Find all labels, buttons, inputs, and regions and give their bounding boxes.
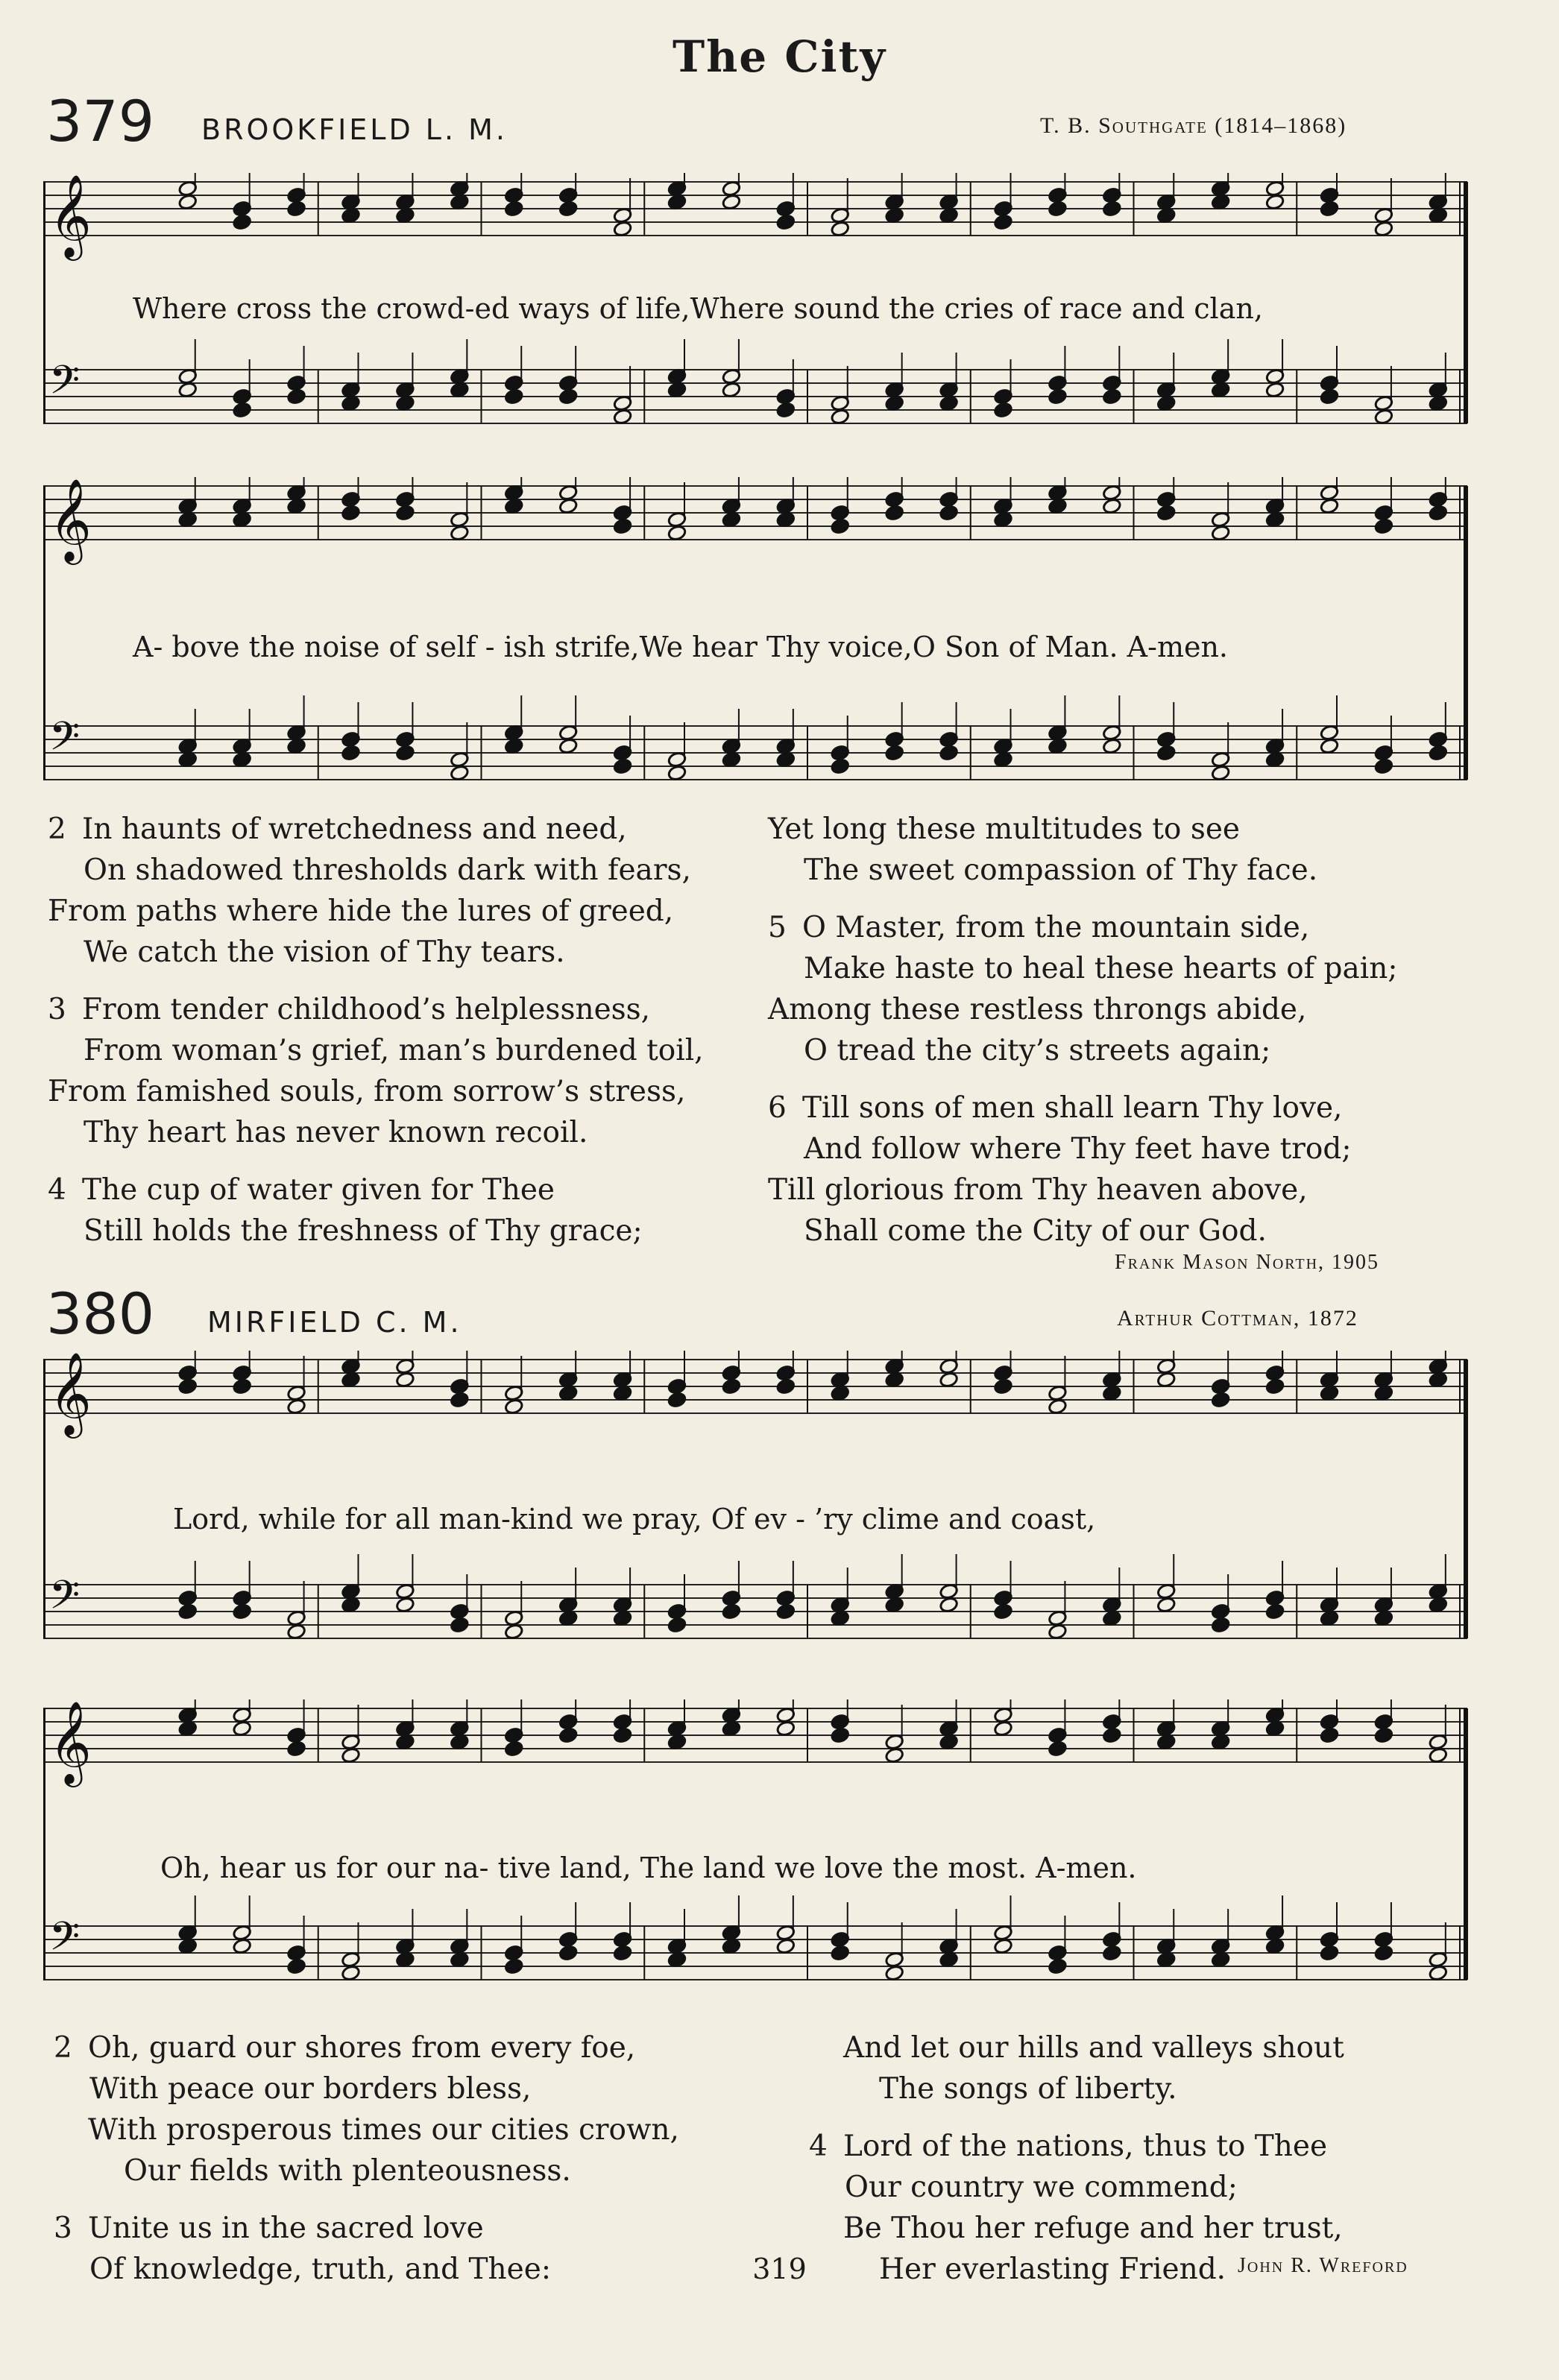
notehead xyxy=(1265,382,1285,399)
notehead xyxy=(233,214,252,231)
notehead xyxy=(287,738,306,755)
notehead xyxy=(1265,194,1285,211)
notehead xyxy=(885,395,904,412)
treble-clef-icon: 𝄞 xyxy=(49,1700,92,1784)
stanza: 4 The cup of water given for Thee Still holds the freshness of Thy grace; xyxy=(48,1173,643,1248)
notehead xyxy=(1265,751,1285,768)
notehead xyxy=(613,1945,632,1962)
lyric-line: Where cross the crowd-ed ways of life,Where sound the cries of race and clan, xyxy=(133,292,1263,325)
notehead xyxy=(667,382,687,399)
notehead xyxy=(1156,1372,1176,1389)
notehead xyxy=(1429,395,1448,412)
notehead xyxy=(1211,194,1230,211)
notehead xyxy=(831,1727,850,1744)
notehead xyxy=(667,194,687,211)
notehead xyxy=(776,1603,796,1620)
lyric-line: A- bove the noise of self - ish strife,We hear Thy voice,O Son of Man. A-men. xyxy=(133,631,1229,663)
notehead xyxy=(831,1385,850,1402)
notehead xyxy=(395,1372,415,1389)
notehead xyxy=(287,498,306,515)
notehead xyxy=(1102,738,1121,755)
notehead xyxy=(1374,1610,1393,1627)
treble-clef-icon: 𝄞 xyxy=(49,1351,92,1435)
notehead xyxy=(667,765,687,782)
notehead xyxy=(504,1740,523,1758)
notehead xyxy=(287,1398,306,1415)
notehead xyxy=(558,1385,578,1402)
notehead xyxy=(178,751,198,768)
notehead xyxy=(939,395,959,412)
notehead xyxy=(233,402,252,419)
notehead xyxy=(341,1747,360,1764)
stanza: 3 Unite us in the sacred love Of knowledge, truth, and Thee: xyxy=(54,2212,551,2286)
notehead xyxy=(504,1398,523,1415)
notehead xyxy=(885,745,904,762)
lyric-line: Oh, hear us for our na- tive land, The land we love the most. A-men. xyxy=(160,1852,1137,1884)
notehead xyxy=(1102,1385,1121,1402)
notehead xyxy=(178,511,198,528)
notehead xyxy=(558,498,578,515)
notehead xyxy=(504,1623,523,1641)
notehead xyxy=(831,1945,850,1962)
notehead xyxy=(341,1372,360,1389)
notehead xyxy=(722,1603,741,1620)
notehead xyxy=(233,751,252,768)
notehead xyxy=(613,1385,632,1402)
notehead xyxy=(1102,498,1121,515)
notehead xyxy=(613,518,632,535)
notehead xyxy=(993,511,1012,528)
notehead xyxy=(831,408,850,426)
notehead xyxy=(178,1720,198,1737)
notehead xyxy=(939,207,959,224)
notehead xyxy=(1429,1965,1448,1982)
notehead xyxy=(667,1734,687,1751)
stanza: 4 Lord of the nations, thus to Thee Our country we commend; Be Thou her refuge and her trust, Her everlasting Friend. xyxy=(809,2130,1343,2286)
notehead xyxy=(233,1378,252,1395)
notehead xyxy=(667,1617,687,1634)
bass-clef-icon: 𝄢 xyxy=(49,358,81,413)
notehead xyxy=(504,201,523,218)
notehead xyxy=(504,1958,523,1975)
notehead xyxy=(1211,382,1230,399)
notehead xyxy=(885,505,904,522)
notehead xyxy=(939,505,959,522)
notehead xyxy=(395,207,415,224)
notehead xyxy=(1320,1727,1339,1744)
section-title: The City xyxy=(672,31,887,82)
notehead xyxy=(722,194,741,211)
notehead xyxy=(885,1965,904,1982)
notehead xyxy=(776,1378,796,1395)
notehead xyxy=(667,1951,687,1969)
notehead xyxy=(1320,388,1339,405)
notehead xyxy=(1102,1610,1121,1627)
notehead xyxy=(558,388,578,405)
notehead xyxy=(1156,207,1176,224)
notehead xyxy=(1211,765,1230,782)
notehead xyxy=(233,1603,252,1620)
page-number: 319 xyxy=(752,2253,807,2285)
notehead xyxy=(939,1372,959,1389)
notehead xyxy=(450,1617,469,1634)
tune-name: MIRFIELD C. M. xyxy=(207,1306,462,1339)
notehead xyxy=(939,1597,959,1614)
notehead xyxy=(722,751,741,768)
notehead xyxy=(776,214,796,231)
notehead xyxy=(993,1378,1012,1395)
notehead xyxy=(1211,525,1230,542)
composer-credit: Arthur Cottman, 1872 xyxy=(1117,1306,1358,1331)
notehead xyxy=(885,1747,904,1764)
notehead xyxy=(613,1610,632,1627)
notehead xyxy=(287,388,306,405)
notehead xyxy=(831,221,850,238)
notehead xyxy=(1102,388,1121,405)
notehead xyxy=(504,738,523,755)
notehead xyxy=(776,402,796,419)
notehead xyxy=(885,207,904,224)
notehead xyxy=(450,382,469,399)
notehead xyxy=(287,1740,306,1758)
notehead xyxy=(722,382,741,399)
bass-clef-icon: 𝄢 xyxy=(49,1573,81,1628)
notehead xyxy=(1320,201,1339,218)
stanza: 2 Oh, guard our shores from every foe, With peace our borders bless, With prosperous times our cities crown, Our fields with plenteousness. xyxy=(54,2031,679,2188)
notehead xyxy=(558,1610,578,1627)
notehead xyxy=(993,751,1012,768)
stanza: 6 Till sons of men shall learn Thy love, And follow where Thy feet have trod; Till glorious from Thy heaven above, Shall come the City of our God. xyxy=(768,1091,1352,1248)
notehead xyxy=(178,1938,198,1955)
notehead xyxy=(1265,1378,1285,1395)
notehead xyxy=(1102,201,1121,218)
notehead xyxy=(558,738,578,755)
bass-clef-icon: 𝄢 xyxy=(49,1914,81,1969)
notehead xyxy=(1048,498,1067,515)
notehead xyxy=(1048,1623,1067,1641)
stanza: 2 In haunts of wretchedness and need, On shadowed thresholds dark with fears, From paths where hide the lures of greed, We catch the vision of Thy tears. xyxy=(48,812,691,969)
hymn-number: 379 xyxy=(46,88,155,154)
notehead xyxy=(1374,758,1393,775)
stanza: 5 O Master, from the mountain side, Make haste to heal these hearts of pain; Among these restless throngs abide, O tread the city’s streets again; xyxy=(768,911,1398,1067)
notehead xyxy=(1265,1720,1285,1737)
notehead xyxy=(395,745,415,762)
notehead xyxy=(178,382,198,399)
notehead xyxy=(1156,1597,1176,1614)
notehead xyxy=(1156,745,1176,762)
stanza: 3 From tender childhood’s helplessness, From woman’s grief, man’s burdened toil, From famished souls, from sorrow’s stress, Thy heart has never known recoil. xyxy=(48,993,704,1149)
notehead xyxy=(1429,505,1448,522)
notehead xyxy=(1156,395,1176,412)
notehead xyxy=(993,1720,1012,1737)
notehead xyxy=(722,1938,741,1955)
notehead xyxy=(831,1610,850,1627)
notehead xyxy=(885,1372,904,1389)
notehead xyxy=(233,1938,252,1955)
notehead xyxy=(1211,1617,1230,1634)
notehead xyxy=(450,765,469,782)
notehead xyxy=(1374,1727,1393,1744)
notehead xyxy=(395,505,415,522)
notehead xyxy=(1320,1945,1339,1962)
notehead xyxy=(722,1720,741,1737)
verse-column-left xyxy=(48,809,704,1268)
notehead xyxy=(1211,1734,1230,1751)
notehead xyxy=(395,1951,415,1969)
notehead xyxy=(722,511,741,528)
notehead xyxy=(1320,738,1339,755)
tune-name: BROOKFIELD L. M. xyxy=(201,113,508,146)
notehead xyxy=(885,1597,904,1614)
notehead xyxy=(1265,1603,1285,1620)
notehead xyxy=(1048,388,1067,405)
stanza: Yet long these multitudes to see The sweet compassion of Thy face. xyxy=(768,812,1318,887)
notehead xyxy=(1102,1945,1121,1962)
notehead xyxy=(613,1727,632,1744)
notehead xyxy=(1374,518,1393,535)
notehead xyxy=(993,1938,1012,1955)
notehead xyxy=(1265,1938,1285,1955)
notehead xyxy=(1102,1727,1121,1744)
notehead xyxy=(939,1951,959,1969)
notehead xyxy=(613,221,632,238)
stanza: And let our hills and valleys shout The songs of liberty. xyxy=(843,2031,1344,2106)
notehead xyxy=(450,525,469,542)
notehead xyxy=(776,511,796,528)
notehead xyxy=(1429,1372,1448,1389)
author-credit: John R. Wreford xyxy=(1238,2254,1408,2277)
notehead xyxy=(178,1603,198,1620)
notehead xyxy=(287,1623,306,1641)
notehead xyxy=(1374,1385,1393,1402)
notehead xyxy=(233,511,252,528)
treble-clef-icon: 𝄞 xyxy=(49,174,92,257)
notehead xyxy=(395,395,415,412)
notehead xyxy=(504,498,523,515)
notehead xyxy=(1211,1392,1230,1409)
notehead xyxy=(831,518,850,535)
notehead xyxy=(178,1378,198,1395)
notehead xyxy=(1211,1951,1230,1969)
notehead xyxy=(1320,498,1339,515)
notehead xyxy=(1048,1398,1067,1415)
notehead xyxy=(341,1597,360,1614)
notehead xyxy=(667,1392,687,1409)
notehead xyxy=(450,1734,469,1751)
lyric-line: Lord, while for all man-kind we pray, Of ev - ’ry clime and coast, xyxy=(173,1503,1096,1535)
notehead xyxy=(776,751,796,768)
notehead xyxy=(1048,1958,1067,1975)
notehead xyxy=(613,758,632,775)
notehead xyxy=(341,745,360,762)
notehead xyxy=(287,1958,306,1975)
notehead xyxy=(993,214,1012,231)
notehead xyxy=(1374,221,1393,238)
notehead xyxy=(993,402,1012,419)
notehead xyxy=(1374,408,1393,426)
notehead xyxy=(1156,505,1176,522)
verse-column-right xyxy=(768,809,1398,1268)
notehead xyxy=(558,1727,578,1744)
author-credit: Frank Mason North, 1905 xyxy=(1115,1251,1380,1274)
notehead xyxy=(1048,1740,1067,1758)
notehead xyxy=(450,1392,469,1409)
notehead xyxy=(395,1734,415,1751)
notehead xyxy=(939,1734,959,1751)
notehead xyxy=(341,207,360,224)
notehead xyxy=(395,1597,415,1614)
notehead xyxy=(1156,1951,1176,1969)
notehead xyxy=(1048,738,1067,755)
notehead xyxy=(831,758,850,775)
notehead xyxy=(287,201,306,218)
treble-clef-icon: 𝄞 xyxy=(49,478,92,561)
hymn-number: 380 xyxy=(46,1281,155,1347)
notehead xyxy=(1156,1734,1176,1751)
notehead xyxy=(1429,1747,1448,1764)
notehead xyxy=(341,505,360,522)
notehead xyxy=(1429,1597,1448,1614)
notehead xyxy=(450,194,469,211)
notehead xyxy=(233,1720,252,1737)
notehead xyxy=(1429,207,1448,224)
notehead xyxy=(1429,745,1448,762)
notehead xyxy=(776,1720,796,1737)
notehead xyxy=(1374,1945,1393,1962)
notehead xyxy=(939,745,959,762)
notehead xyxy=(1320,1610,1339,1627)
notehead xyxy=(1320,1385,1339,1402)
notehead xyxy=(1265,511,1285,528)
notehead xyxy=(613,408,632,426)
notehead xyxy=(667,525,687,542)
bass-clef-icon: 𝄢 xyxy=(49,714,81,769)
notehead xyxy=(341,1965,360,1982)
notehead xyxy=(1048,201,1067,218)
notehead xyxy=(504,388,523,405)
notehead xyxy=(178,194,198,211)
notehead xyxy=(776,1938,796,1955)
notehead xyxy=(450,1951,469,1969)
notehead xyxy=(558,201,578,218)
notehead xyxy=(722,1378,741,1395)
notehead xyxy=(341,395,360,412)
composer-credit: T. B. Southgate (1814–1868) xyxy=(1040,113,1347,138)
notehead xyxy=(558,1945,578,1962)
notehead xyxy=(993,1603,1012,1620)
